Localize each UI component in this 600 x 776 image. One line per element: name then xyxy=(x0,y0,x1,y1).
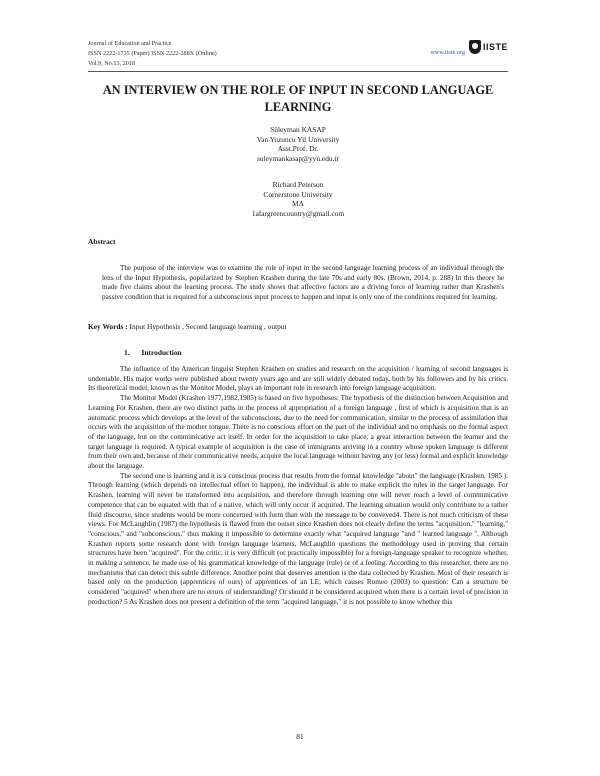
journal-website-link[interactable]: www.iiste.org xyxy=(430,49,465,56)
section-heading xyxy=(124,348,182,357)
author-position: MA xyxy=(292,199,304,209)
journal-header-right xyxy=(430,39,508,59)
abstract-text: The purpose of the interview was to examine the role of input in the second language learning process of an individual through the lens of the Input Hypothesis, popularized by Stephen Krashen during the late 70s and early 80s. (Brown, 2014, p. 288) In this theory he made five claims about the learning process. The study shows that affective factors are a driving force of learning rather than Krashen's passive condition that is required for a subconscious input process to happen and input is only one of the conditions required for learning. xyxy=(102,264,504,302)
journal-issn: ISSN 2222-1735 (Paper) ISSN 2222-288X (Online) xyxy=(88,50,217,57)
section-title: Introduction xyxy=(141,348,182,357)
iiste-logo xyxy=(469,40,508,54)
keywords-label: Key Words : xyxy=(88,322,128,331)
page-number: 81 xyxy=(296,732,304,741)
paper-title: AN INTERVIEW ON THE ROLE OF INPUT IN SECOND LANGUAGE LEARNING xyxy=(102,83,494,114)
paragraph: The second one is learning and it is a conscious process that results from the formal knowledge "about" the language (Krashen, 1985 ). Through learning (which depends on intellectual effort to happen), the individual is able to make explicit the rules in the target language. For Krashen, learning will never be transformed into acquisition, and therefore through learning one will never reach a level of communicative competence that can be equated with that of a native, which will only occur if acquired. The learning situation would only contribute to a rather fluid discourse, since students would be more concerned with form than with the message to be conveyed4. There is not much criticism of these views. For McLaughlin (1987) the hypothesis is flawed from the outset since Krashen does not clearly define the terms "acquisition," "learning," "conscious," and "subconscious," thus making it impossible to determine exactly what "acquired language "and " learned language ". Although Krashen reports some research done with foreign language learners, McLaughlin questions the methodology used in proving that certain structures have been "acquired". For the critic, it is very difficult (or practically impossible) for a foreign-language speaker to recognize whether, in making a sentence, he made use of his grammatical knowledge of the language (rule) or of a feeling. According to this researcher, there are no mechanisms that can detect this subtle difference. Another point that deserves attention is the data collected by Krashen. Most of their research is based only on the production (apprentices of ours) of apprentices of an LE, which causes Romeo (2003) to question: Can a structure be considered "acquired" when there are no errors of understanding? Or should it be considered acquired when there is a certain level of precision in production? 5 As Krashen does not present a definition of the term "acquired language," it is not possible to know whether this xyxy=(88,471,508,606)
journal-name: Journal of Education and Practice xyxy=(88,40,172,47)
author-email: suleymankasap@yyu.edu.tr xyxy=(257,153,339,163)
abstract-heading: Abstract xyxy=(88,237,116,246)
author-block-2 xyxy=(88,180,508,218)
paragraph: The influence of the American linguist Stephen Krashen on studies and research on the acquisition / learning of second languages is undeniable. His major works were published about twenty years ago and are still widely debated today, both by his followers and by his critics. Its theoretical model, known as the Monitor Model, plays an important role in research into foreign language acquisition. xyxy=(88,365,508,393)
author-affiliation: Van Yuzuncu Yil University xyxy=(256,134,340,144)
paragraph: The Monitor Model (Krashen 1977,1982,1985) is based on five hypotheses: The hypothesis of the distinction between Acquisition and Learning For Krashen, there are two distinct paths in the process of appropriation of a foreign language , first of which is acquisition that is an automatic process which develops at the level of the subconscious, due to the need for communication, similar to the process of assimilation that occurs with the acquisition of the mother tongue. There is no conscious effort on the part of the individual and no emphasis on the formal aspect of the language, but on the communicative act itself. In order for the acquisition to take place, a great interaction between the learner and the target language is required. A typical example of acquisition is the case of immigrants arriving in a country whose spoken language is different from their own and, because of their communicative needs, acquire the local language without having any (or less) formal and explicit knowledge about the language. xyxy=(88,394,508,471)
journal-volume: Vol.9, No.13, 2018 xyxy=(88,60,135,67)
iiste-logo-text: IISTE xyxy=(482,42,508,52)
header-divider xyxy=(88,71,508,72)
iiste-logo-icon xyxy=(469,40,481,54)
keywords-line xyxy=(88,322,287,332)
author-block-1 xyxy=(88,125,508,163)
author-affiliation: Cornerstone University xyxy=(263,189,333,199)
abstract-body xyxy=(88,264,508,303)
section-number: 1. xyxy=(124,348,130,357)
author-name: Süleyman KASAP xyxy=(270,125,326,134)
author-email: 1afargreencountry@gmail.com xyxy=(251,208,345,218)
journal-header xyxy=(88,39,217,69)
keywords-text: Input Hypothesis , Second language learning , output xyxy=(127,322,287,331)
author-position: Asst.Prof. Dr. xyxy=(277,144,319,154)
introduction-body xyxy=(88,365,508,608)
author-name: Richard Peterson xyxy=(272,180,324,189)
